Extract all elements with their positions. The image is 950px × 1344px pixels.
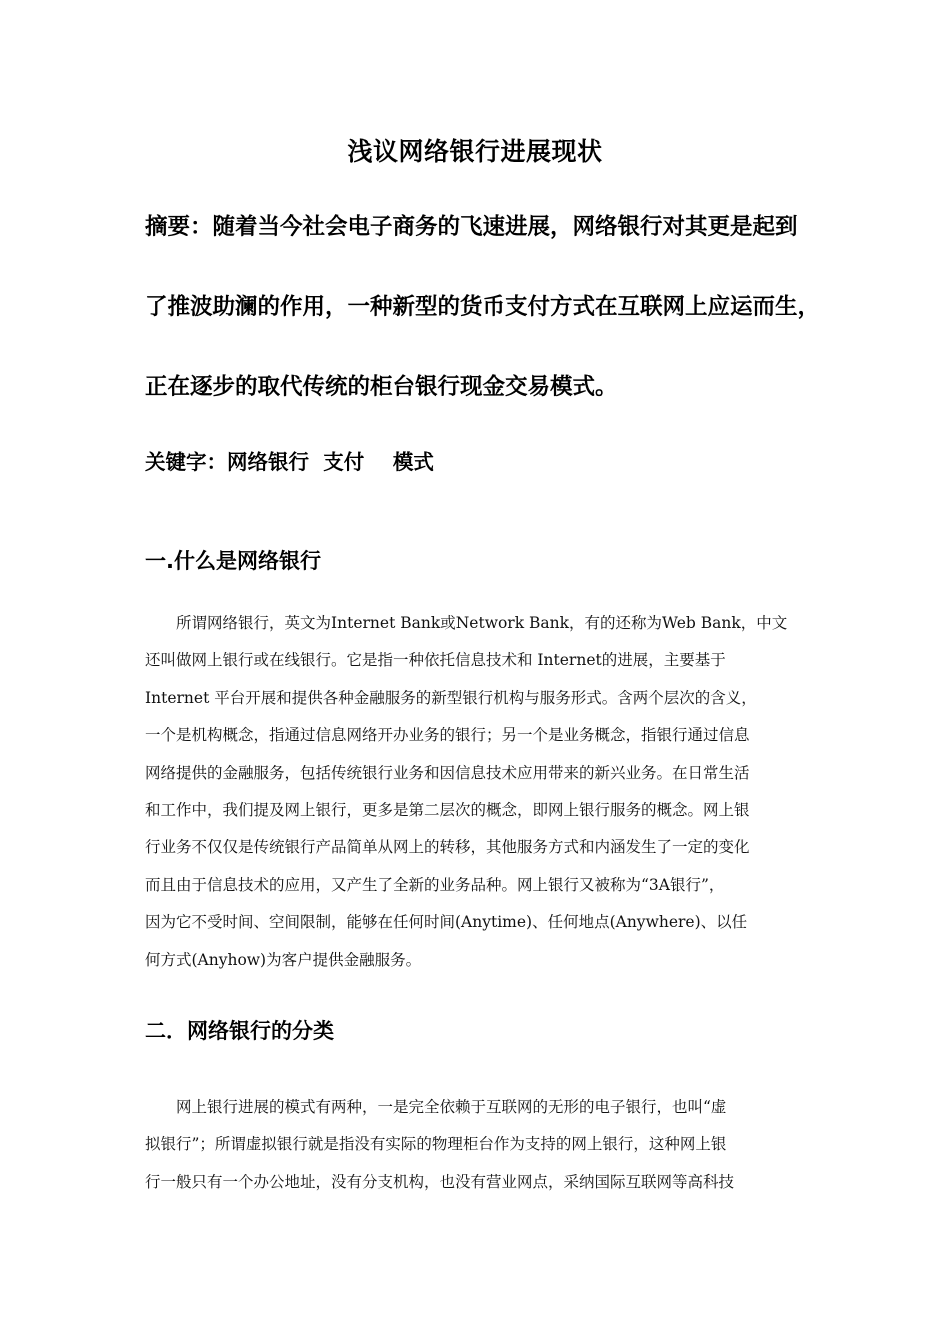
abstract-line: 了推波助澜的作用，一种新型的货币支付方式在互联网上应运而生， <box>145 294 821 320</box>
section2-paragraph <box>145 1089 807 1201</box>
paragraph-line: 和工作中，我们提及网上银行，更多是第二层次的概念，即网上银行服务的概念。网上银 <box>145 800 750 819</box>
section1-paragraph <box>145 605 807 979</box>
paragraph-line: 拟银行”；所谓虚拟银行就是指没有实际的物理柜台作为支持的网上银行，这种网上银 <box>145 1135 727 1154</box>
paragraph-line: 一个是机构概念，指通过信息网络开办业务的银行；另一个是业务概念，指银行通过信息 <box>145 726 750 745</box>
abstract-line: 摘要：随着当今社会电子商务的飞速进展，网络银行对其更是起到 <box>145 214 798 240</box>
paragraph-line: 网上银行进展的模式有两种，一是完全依赖于互联网的无形的电子银行，也叫“虚 <box>145 1098 727 1116</box>
abstract <box>145 207 820 407</box>
abstract-line: 正在逐步的取代传统的柜台银行现金交易模式。 <box>145 374 618 400</box>
paragraph-line: 网络提供的金融服务，包括传统银行业务和因信息技术应用带来的新兴业务。在日常生活 <box>145 763 750 782</box>
paragraph-line: 所谓网络银行，英文为Internet Bank或Network Bank，有的还称为Web Bank，中文 <box>145 614 788 632</box>
paragraph-line: 行一般只有一个办公地址，没有分支机构，也没有营业网点，采纳国际互联网等高科技 <box>145 1172 735 1191</box>
paragraph-line: 何方式(Anyhow)为客户提供金融服务。 <box>145 950 422 969</box>
paragraph-line: 行业务不仅仅是传统银行产品简单从网上的转移，其他服务方式和内涵发生了一定的变化 <box>145 838 750 857</box>
section-heading-1: 一.什么是网络银行 <box>145 549 321 573</box>
paragraph-line: Internet 平台开展和提供各种金融服务的新型银行机构与服务形式。含两个层次的含义， <box>145 688 757 707</box>
paragraph-line: 而且由于信息技术的应用，又产生了全新的业务品种。网上银行又被称为“3A银行”， <box>145 875 725 894</box>
keywords: 关键字：网络银行 支付 模式 <box>145 450 434 474</box>
document-title: 浅议网络银行进展现状 <box>347 137 603 166</box>
paragraph-line: 还叫做网上银行或在线银行。它是指一种依托信息技术和 Internet的进展，主要基于 <box>145 651 726 670</box>
section-heading-2: 二．网络银行的分类 <box>145 1019 334 1043</box>
paragraph-line: 因为它不受时间、空间限制，能够在任何时间(Anytime)、任何地点(Anywhere)、以任 <box>145 913 748 932</box>
